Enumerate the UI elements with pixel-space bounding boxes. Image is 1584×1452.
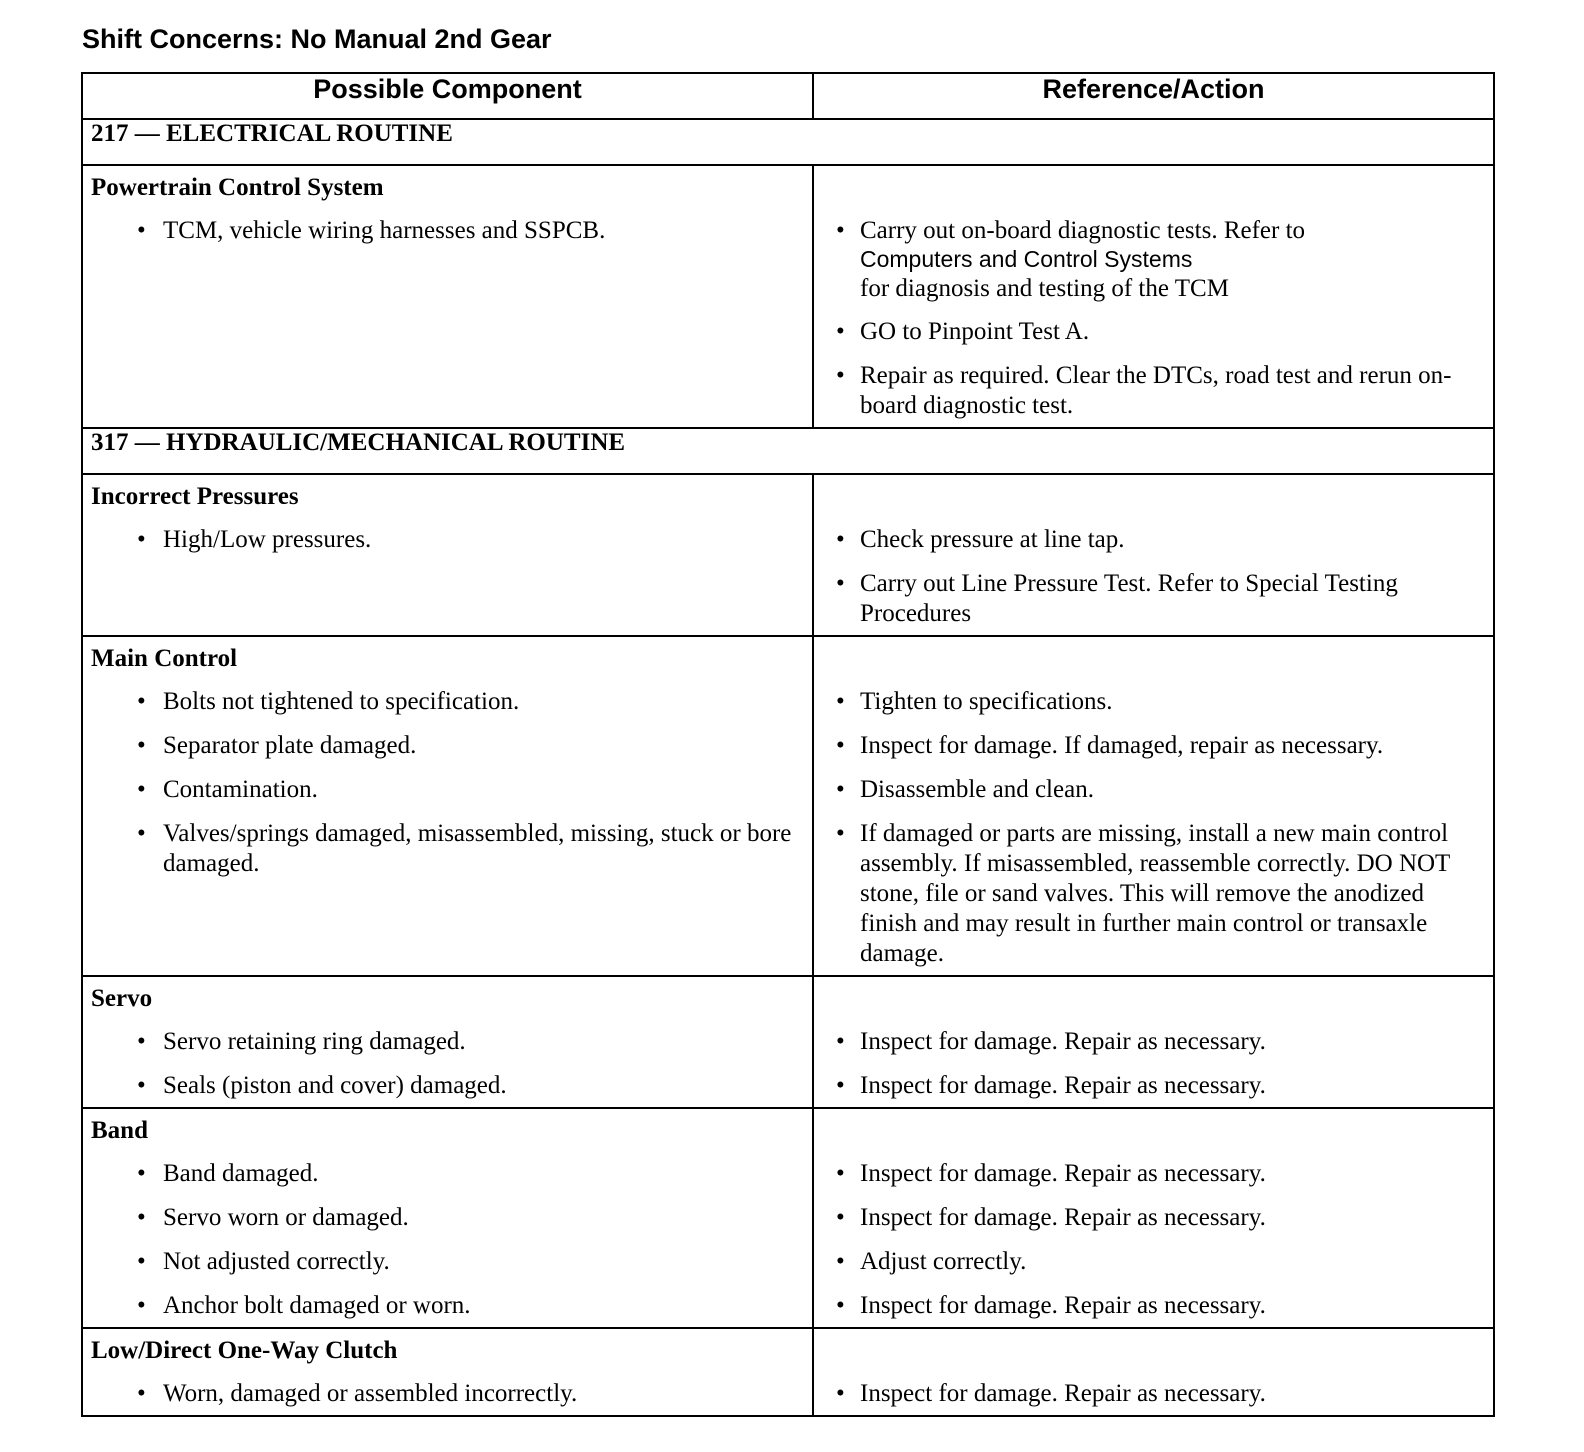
group-row-powertrain bbox=[82, 165, 1494, 428]
bullet-icon: • bbox=[137, 1380, 146, 1407]
bullet-icon: • bbox=[137, 217, 146, 244]
group-title: Low/Direct One-Way Clutch bbox=[91, 1337, 398, 1364]
bullet-icon: • bbox=[137, 776, 146, 803]
bullet-icon: • bbox=[836, 526, 845, 553]
group-row bbox=[82, 1328, 1494, 1416]
reference-link[interactable]: Computers and Control Systems bbox=[860, 246, 1193, 272]
column-header-reference: Reference/Action bbox=[813, 73, 1494, 119]
bullet-icon: • bbox=[137, 1292, 146, 1319]
group-row bbox=[82, 636, 1494, 976]
bullet-icon: • bbox=[836, 732, 845, 759]
action-item: • Repair as required. Clear the DTCs, road test and rerun on-board diagnostic test. bbox=[836, 362, 1452, 419]
routine-label: 317 — HYDRAULIC/MECHANICAL ROUTINE bbox=[82, 428, 1494, 474]
group-row bbox=[82, 1108, 1494, 1328]
bullet-icon: • bbox=[137, 688, 146, 715]
component-cell bbox=[82, 1108, 813, 1328]
bullet-icon: • bbox=[137, 1160, 146, 1187]
bullet-icon: • bbox=[836, 1160, 845, 1187]
bullet-icon: • bbox=[137, 1072, 146, 1099]
component-cell bbox=[82, 636, 813, 976]
action-cell bbox=[813, 474, 1494, 636]
bullet-icon: • bbox=[836, 1292, 845, 1319]
group-row bbox=[82, 976, 1494, 1108]
action-item: • Tighten to specifications. bbox=[836, 688, 1113, 715]
action-item: • Inspect for damage. Repair as necessary. bbox=[836, 1028, 1266, 1055]
bullet-icon: • bbox=[836, 688, 845, 715]
bullet-icon: • bbox=[836, 1204, 845, 1231]
routine-label: 217 — ELECTRICAL ROUTINE bbox=[82, 119, 1494, 165]
action-item: • If damaged or parts are missing, install a new main control assembly. If misassembled, reassemble correctly. DO NOT stone, file or sand valves. This will remove the anodized finish and may result in further main control or transaxle damage. bbox=[836, 820, 1450, 967]
action-item: • Inspect for damage. Repair as necessary. bbox=[836, 1292, 1266, 1319]
bullet-icon: • bbox=[836, 570, 845, 597]
component-item: • Valves/springs damaged, misassembled, missing, stuck or bore damaged. bbox=[137, 820, 792, 877]
component-item: • Servo retaining ring damaged. bbox=[137, 1028, 466, 1055]
component-item: • Not adjusted correctly. bbox=[137, 1248, 390, 1275]
action-item: • Inspect for damage. Repair as necessary. bbox=[836, 1380, 1266, 1407]
component-item: • TCM, vehicle wiring harnesses and SSPCB. bbox=[137, 217, 606, 244]
bullet-icon: • bbox=[137, 1028, 146, 1055]
action-item: • GO to Pinpoint Test A. bbox=[836, 318, 1090, 345]
bullet-icon: • bbox=[836, 1380, 845, 1407]
action-cell bbox=[813, 1328, 1494, 1416]
action-item: • Disassemble and clean. bbox=[836, 776, 1094, 803]
action-cell bbox=[813, 1108, 1494, 1328]
bullet-icon: • bbox=[137, 526, 146, 553]
component-cell bbox=[82, 165, 813, 428]
group-title: Incorrect Pressures bbox=[91, 483, 299, 510]
bullet-icon: • bbox=[137, 820, 146, 847]
bullet-icon: • bbox=[137, 1248, 146, 1275]
bullet-icon: • bbox=[836, 1072, 845, 1099]
action-item: • Carry out on-board diagnostic tests. Refer to Computers and Control Systems for diagnosis and testing of the TCM bbox=[822, 216, 1485, 303]
bullet-icon: • bbox=[836, 1028, 845, 1055]
page-title: Shift Concerns: No Manual 2nd Gear bbox=[82, 24, 552, 54]
bullet-icon: • bbox=[137, 732, 146, 759]
action-cell bbox=[813, 165, 1494, 428]
action-item: • Carry out Line Pressure Test. Refer to Special Testing Procedures bbox=[836, 570, 1398, 627]
component-item: • Worn, damaged or assembled incorrectly. bbox=[137, 1380, 578, 1407]
bullet-icon: • bbox=[836, 362, 845, 389]
component-cell bbox=[82, 976, 813, 1108]
bullet-icon: • bbox=[836, 217, 845, 244]
component-cell bbox=[82, 474, 813, 636]
action-item: • Inspect for damage. Repair as necessary. bbox=[836, 1204, 1266, 1231]
component-cell bbox=[82, 1328, 813, 1416]
component-item: • Seals (piston and cover) damaged. bbox=[137, 1072, 507, 1099]
diagnosis-table bbox=[81, 72, 1495, 1417]
bullet-icon: • bbox=[836, 776, 845, 803]
action-item: • Adjust correctly. bbox=[836, 1248, 1027, 1275]
component-item: • Separator plate damaged. bbox=[137, 732, 417, 759]
group-title: Powertrain Control System bbox=[91, 174, 384, 201]
action-item: • Inspect for damage. Repair as necessary. bbox=[836, 1160, 1266, 1187]
column-header-component: Possible Component bbox=[82, 73, 813, 119]
routine-row-217 bbox=[82, 119, 1494, 165]
routine-row-317 bbox=[82, 428, 1494, 474]
header-row bbox=[82, 73, 1494, 119]
group-title: Servo bbox=[91, 985, 153, 1012]
group-title: Band bbox=[91, 1117, 148, 1144]
component-item: • Servo worn or damaged. bbox=[137, 1204, 409, 1231]
action-cell bbox=[813, 976, 1494, 1108]
group-title: Main Control bbox=[91, 645, 238, 672]
group-row bbox=[82, 474, 1494, 636]
component-item: • Contamination. bbox=[137, 776, 318, 803]
component-item: • High/Low pressures. bbox=[137, 526, 372, 553]
bullet-icon: • bbox=[836, 1248, 845, 1275]
action-item: • Inspect for damage. Repair as necessary. bbox=[836, 1072, 1266, 1099]
bullet-icon: • bbox=[836, 318, 845, 345]
component-item: • Anchor bolt damaged or worn. bbox=[137, 1292, 471, 1319]
action-item: • Check pressure at line tap. bbox=[836, 526, 1125, 553]
action-item: • Inspect for damage. If damaged, repair as necessary. bbox=[836, 732, 1384, 759]
component-item: • Band damaged. bbox=[137, 1160, 319, 1187]
bullet-icon: • bbox=[137, 1204, 146, 1231]
bullet-icon: • bbox=[836, 820, 845, 847]
action-cell bbox=[813, 636, 1494, 976]
component-item: • Bolts not tightened to specification. bbox=[137, 688, 520, 715]
